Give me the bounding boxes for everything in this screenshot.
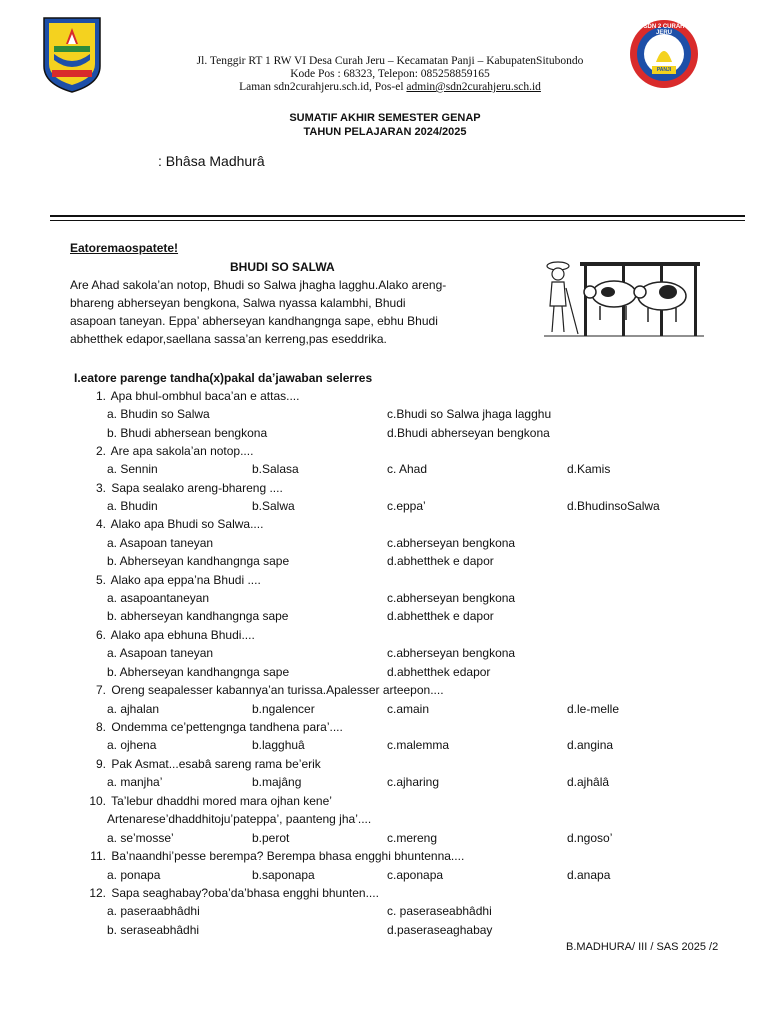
question-text: Ondemma ce’pettengnga tandhena para’.... [111, 720, 343, 734]
option-d[interactable]: d.Kamis [567, 462, 611, 476]
question-text: Ba’naandhi’pesse berempa? Berempa bhasa engghi bhuntenna.... [111, 849, 465, 863]
question-6 [88, 626, 255, 644]
option-b[interactable]: b. Bhudi abhersean bengkona [107, 426, 268, 440]
option-d[interactable]: d.abhetthek e dapor [387, 609, 494, 623]
question-text: Are apa sakola’an notop.... [110, 444, 254, 458]
option-c[interactable]: c. Ahad [387, 462, 428, 476]
option-b[interactable]: b.perot [252, 831, 290, 845]
option-d[interactable]: d.ngoso’ [567, 831, 613, 845]
question-text: Sapa seaghabay?oba’da’bhasa engghi bhunten.... [111, 886, 379, 900]
question-number: 10. [89, 794, 106, 808]
reading-title: BHUDI SO SALWA [230, 260, 335, 274]
school-logo-banner: PANJI [656, 67, 672, 73]
question-text: Alako apa eppa’na Bhudi .... [110, 573, 261, 587]
question-9 [88, 755, 321, 773]
option-b[interactable]: b.lagghuâ [252, 738, 305, 752]
option-d[interactable]: d.le-melle [567, 702, 620, 716]
option-a[interactable]: a. manjha’ [107, 775, 163, 789]
question-11 [88, 847, 464, 865]
address-line-3 [100, 80, 680, 94]
option-a[interactable]: a. ajhalan [107, 702, 160, 716]
option-b[interactable]: b. Abherseyan kandhangnga sape [107, 665, 290, 679]
exam-year: TAHUN PELAJARAN 2024/2025 [303, 126, 467, 138]
option-a[interactable]: a. ojhena [107, 738, 157, 752]
question-5 [88, 571, 261, 589]
question-10 [88, 792, 332, 810]
option-c[interactable]: c.malemma [387, 738, 450, 752]
option-b[interactable]: b. abherseyan kandhangnga sape [107, 609, 289, 623]
option-c[interactable]: c.aponapa [387, 868, 444, 882]
question-12 [88, 884, 379, 902]
option-c[interactable]: c.amain [387, 702, 430, 716]
option-d[interactable]: d.anapa [567, 868, 611, 882]
option-b[interactable]: b. seraseabhâdhi [107, 923, 200, 937]
question-number: 4. [95, 517, 106, 531]
question-10-line-2: Artenarese’dhaddhitoju’pateppa’, paanteng jha’.... [107, 812, 372, 826]
address-line-2: Kode Pos : 68323, Telepon: 085258859165 [290, 68, 490, 80]
option-d[interactable]: d.Bhudi abherseyan bengkona [387, 426, 550, 440]
option-d[interactable]: d.ajhâlâ [567, 775, 610, 789]
question-2 [88, 442, 253, 460]
option-a[interactable]: a. se’mosse’ [107, 831, 174, 845]
reading-line-3: asapoan taneyan. Eppa’ abherseyan kandhangnga sape, ebhu Bhudi [70, 314, 438, 328]
question-text: Alako apa Bhudi so Salwa.... [110, 517, 264, 531]
header-divider-thick [50, 215, 745, 217]
question-1 [88, 387, 299, 405]
question-number: 1. [95, 389, 106, 403]
option-b[interactable]: b.saponapa [252, 868, 315, 882]
question-text: Oreng seapalesser kabannya’an turissa.Apalesser arteepon.... [111, 683, 444, 697]
option-a[interactable]: a. Asapoan taneyan [107, 646, 214, 660]
question-8 [88, 718, 343, 736]
email-link[interactable]: admin@sdn2curahjeru.sch.id [406, 81, 541, 93]
header-divider-thin [50, 220, 745, 221]
subject-label: : Bhâsa Madhurâ [158, 153, 265, 169]
option-a[interactable]: a. ponapa [107, 868, 161, 882]
option-c[interactable]: c. paseraseabhâdhi [387, 904, 492, 918]
question-number: 9. [95, 757, 106, 771]
option-a[interactable]: a. Bhudin so Salwa [107, 407, 210, 421]
reading-instruction: Eatoremaospatete! [70, 241, 179, 255]
option-b[interactable]: b. Abherseyan kandhangnga sape [107, 554, 290, 568]
question-number: 6. [95, 628, 106, 642]
option-c[interactable]: c.ajharing [387, 775, 440, 789]
option-b[interactable]: b.majâng [252, 775, 302, 789]
question-number: 11. [90, 849, 106, 863]
question-number: 12. [89, 886, 106, 900]
reading-line-1: Are Ahad sakola’an notop, Bhudi so Salwa jhagha lagghu.Alako areng- [70, 278, 447, 292]
address-line-1: Jl. Tenggir RT 1 RW VI Desa Curah Jeru – Kecamatan Panji – KabupatenSitubondo [196, 55, 584, 67]
option-c[interactable]: c.eppa’ [387, 499, 426, 513]
question-4 [88, 515, 263, 533]
school-logo-text: SDN 2 CURAH JERU [643, 24, 685, 36]
farmer-cows-illustration [544, 258, 704, 342]
option-c[interactable]: c.abherseyan bengkona [387, 646, 516, 660]
question-text: Sapa sealako areng-bhareng .... [111, 481, 283, 495]
option-a[interactable]: a. paseraabhâdhi [107, 904, 200, 918]
question-text: Pak Asmat...esabâ sareng rama be’erik [111, 757, 321, 771]
option-b[interactable]: b.ngalencer [252, 702, 315, 716]
option-d[interactable]: d.paseraseaghabay [387, 923, 493, 937]
footer-code: B.MADHURA/ III / SAS 2025 /2 [566, 941, 719, 953]
section-heading: I.eatore parenge tandha(x)pakal da’jawaban selerres [74, 371, 373, 385]
question-number: 7. [95, 683, 106, 697]
website-text: Laman sdn2curahjeru.sch.id, Pos-el [239, 81, 407, 93]
option-d[interactable]: d.BhudinsoSalwa [567, 499, 660, 513]
option-b[interactable]: b.Salasa [252, 462, 299, 476]
option-d[interactable]: d.abhetthek e dapor [387, 554, 494, 568]
question-text: Ta’lebur dhaddhi mored mara ojhan kene’ [111, 794, 332, 808]
question-text: Alako apa ebhuna Bhudi.... [110, 628, 255, 642]
exam-title: SUMATIF AKHIR SEMESTER GENAP [289, 112, 481, 124]
reading-line-4: abhetthek edapor,saellana sassa’an kerreng,pas eseddrika. [70, 332, 387, 346]
question-number: 2. [95, 444, 106, 458]
option-c[interactable]: c.mereng [387, 831, 438, 845]
option-c[interactable]: c.abherseyan bengkona [387, 536, 516, 550]
reading-line-2: bhareng abherseyan bengkona, Salwa nyassa kalambhi, Bhudi [70, 296, 406, 310]
option-d[interactable]: d.abhetthek edapor [387, 665, 491, 679]
option-a[interactable]: a. asapoantaneyan [107, 591, 210, 605]
option-c[interactable]: c.abherseyan bengkona [387, 591, 516, 605]
question-7 [88, 681, 444, 699]
question-number: 5. [95, 573, 106, 587]
question-number: 3. [95, 481, 106, 495]
option-a[interactable]: a. Sennin [107, 462, 158, 476]
question-number: 8. [95, 720, 106, 734]
question-3 [88, 479, 283, 497]
option-d[interactable]: d.angina [567, 738, 614, 752]
question-text: Apa bhul-ombhul baca’an e attas.... [110, 389, 300, 403]
option-c[interactable]: c.Bhudi so Salwa jhaga lagghu [387, 407, 552, 421]
option-a[interactable]: a. Bhudin [107, 499, 158, 513]
regency-crest-logo [40, 14, 104, 94]
option-a[interactable]: a. Asapoan taneyan [107, 536, 214, 550]
option-b[interactable]: b.Salwa [252, 499, 295, 513]
